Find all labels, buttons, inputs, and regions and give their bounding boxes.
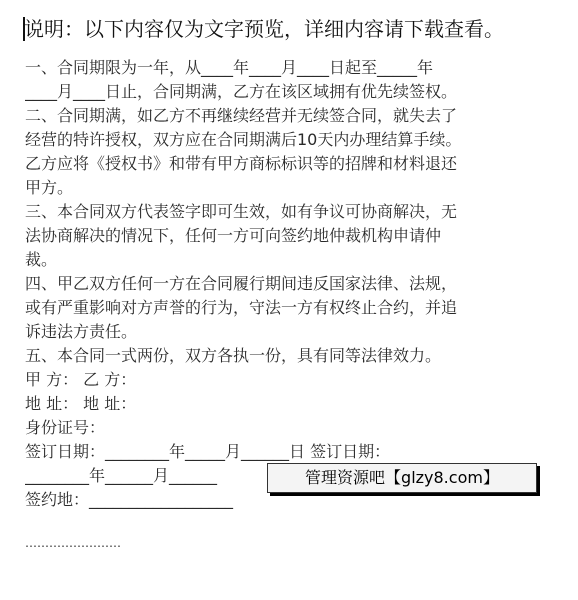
clause-5-line-1: 五、本合同一式两份，双方各执一份，具有同等法律效力。: [25, 346, 442, 365]
clause-3-line-1: 三、本合同双方代表签字即可生效，如有争议可协商解决，无: [25, 202, 458, 221]
clause-2-line-3: 乙方应将《授权书》和带有甲方商标标识等的招牌和材料退还: [25, 154, 458, 173]
clause-4-line-3: 诉违法方责任。: [25, 322, 138, 341]
clause-4-line-1: 四、甲乙双方任何一方在合同履行期间违反国家法律、法规，: [25, 274, 458, 293]
clause-3-line-2: 法协商解决的情况下，任何一方可向签约地仲裁机构申请仲: [25, 226, 442, 245]
preview-notice: 说明：以下内容仅为文字预览，详细内容请下载查看。: [24, 17, 504, 41]
party-names: 甲 方： 乙 方：: [25, 370, 137, 389]
sign-location: 签约地：__________________: [25, 490, 234, 509]
contract-body: [25, 56, 555, 512]
sign-date-line-2: ________年______月______: [25, 466, 218, 485]
clause-3-line-3: 裁。: [25, 250, 58, 269]
clause-2-line-4: 甲方。: [25, 178, 74, 197]
clause-2-line-1: 二、合同期满，如乙方不再继续经营并无续签合同，就失去了: [25, 106, 458, 125]
sign-date-line-1: 签订日期：________年_____月______日 签订日期：: [25, 442, 391, 461]
clause-1-line-1: 一、合同期限为一年，从____年____月____日起至_____年: [25, 58, 434, 77]
clause-2-line-2: 经营的特许授权，双方应在合同期满后10天内办理结算手续。: [25, 130, 462, 149]
party-addresses: 地 址： 地 址：: [25, 394, 137, 413]
id-number-field: 身份证号：: [25, 418, 106, 437]
site-watermark-badge: 管理资源吧【glzy8.com】: [267, 463, 537, 493]
clause-4-line-2: 或有严重影响对方声誉的行为，守法一方有权终止合约，并追: [25, 298, 458, 317]
ellipsis-dots: ……………………: [25, 536, 121, 550]
clause-1-line-2: ____月____日止，合同期满，乙方在该区域拥有优先续签权。: [25, 82, 458, 101]
